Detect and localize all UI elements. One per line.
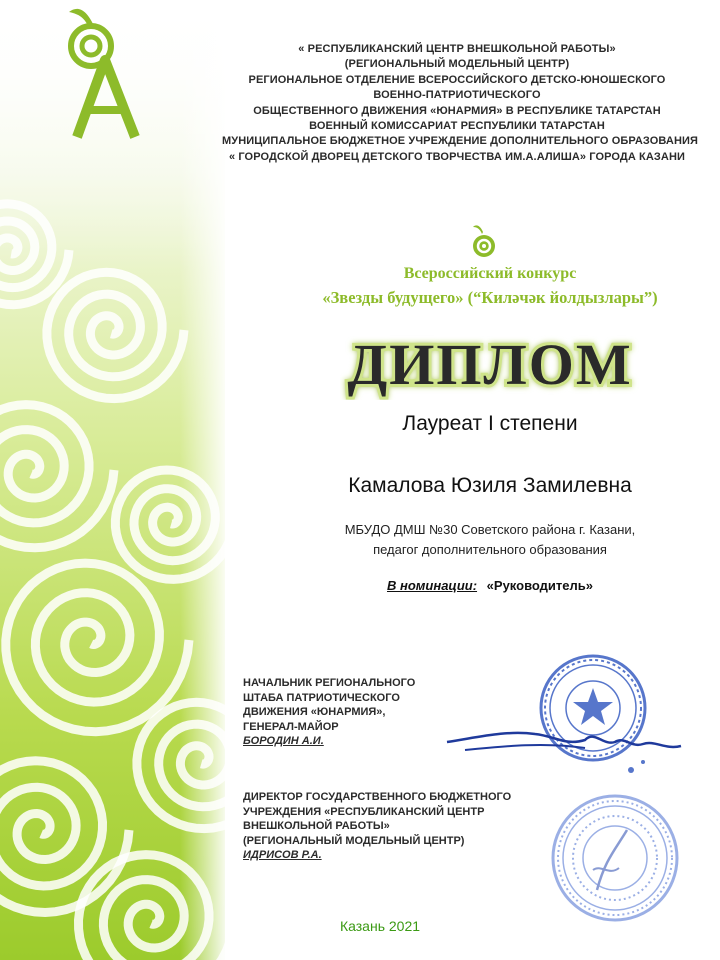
signatory-title-line: ГЕНЕРАЛ-МАЙОР	[243, 720, 339, 733]
signatory-title-line: ШТАБА ПАТРИОТИЧЕСКОГО	[243, 691, 400, 704]
org-line-2: педагог дополнительного образования	[373, 542, 607, 557]
signatory-1	[243, 676, 415, 749]
contest-name	[250, 262, 720, 310]
signatory-title-line: НАЧАЛЬНИК РЕГИОНАЛЬНОГО	[243, 677, 416, 689]
recipient-organization	[270, 520, 710, 560]
signatory-2	[243, 790, 511, 863]
diploma-title-text: ДИПЛОМ	[347, 332, 633, 397]
place-year: Казань 2021	[339, 918, 421, 934]
organizers-header	[222, 42, 699, 165]
contest-line-1: Всероссийский конкурс	[403, 265, 577, 282]
org-line-1: МБУДО ДМШ №30 Советского района г. Казани,	[344, 522, 636, 537]
signatory-name: БОРОДИН А.И.	[243, 735, 324, 747]
header-line: МУНИЦИПАЛЬНОЕ БЮДЖЕТНОЕ УЧРЕЖДЕНИЕ ДОПОЛНИТЕЛЬНОГО ОБРАЗОВАНИЯ	[222, 135, 699, 148]
diploma-title	[340, 330, 640, 400]
signatory-title-line: ДВИЖЕНИЯ «ЮНАРМИЯ»,	[243, 706, 386, 718]
rank-label: Лауреат I степени	[402, 412, 578, 435]
signatory-title-line: ВНЕШКОЛЬНОЙ РАБОТЫ»	[243, 820, 390, 832]
apple-letter-a-logo	[55, 2, 155, 142]
header-line: ВОЕННО-ПАТРИОТИЧЕСКОГО	[373, 89, 541, 102]
nomination-value: «Руководитель»	[486, 578, 593, 593]
header-line: « ГОРОДСКОЙ ДВОРЕЦ ДЕТСКОГО ТВОРЧЕСТВА ИМ.А.АЛИША» ГОРОДА КАЗАНИ	[228, 150, 686, 163]
header-line: ОБЩЕСТВЕННОГО ДВИЖЕНИЯ «ЮНАРМИЯ» В РЕСПУБЛИКЕ ТАТАРСТАН	[253, 104, 661, 117]
signatory-name: ИДРИСОВ Р.А.	[243, 849, 322, 861]
swirl-decoration	[0, 0, 225, 960]
round-seal-stamp	[535, 790, 685, 930]
header-line: РЕГИОНАЛЬНОЕ ОТДЕЛЕНИЕ ВСЕРОССИЙСКОГО ДЕТСКО-ЮНОШЕСКОГО	[248, 73, 666, 86]
recipient-name: Камалова Юзиля Замилевна	[348, 474, 632, 497]
header-line: ВОЕННЫЙ КОМИССАРИАТ РЕСПУБЛИКИ ТАТАРСТАН	[309, 120, 605, 133]
nomination	[270, 578, 710, 593]
signatory-title-line: УЧРЕЖДЕНИЯ «РЕСПУБЛИКАНСКИЙ ЦЕНТР	[243, 805, 485, 818]
header-line: (РЕГИОНАЛЬНЫЙ МОДЕЛЬНЫЙ ЦЕНТР)	[344, 58, 570, 71]
signatory-title-line: (РЕГИОНАЛЬНЫЙ МОДЕЛЬНЫЙ ЦЕНТР)	[243, 834, 465, 847]
nomination-label: В номинации:	[387, 578, 478, 593]
round-seal-stamp	[445, 650, 685, 790]
signatory-title-line: ДИРЕКТОР ГОСУДАРСТВЕННОГО БЮДЖЕТНОГО	[243, 791, 512, 803]
contest-line-2: «Звезды будущего» (“Киләчәк йолдызлары”)	[322, 288, 658, 307]
apple-icon	[471, 222, 497, 260]
header-line: « РЕСПУБЛИКАНСКИЙ ЦЕНТР ВНЕШКОЛЬНОЙ РАБОТЫ»	[298, 43, 616, 55]
